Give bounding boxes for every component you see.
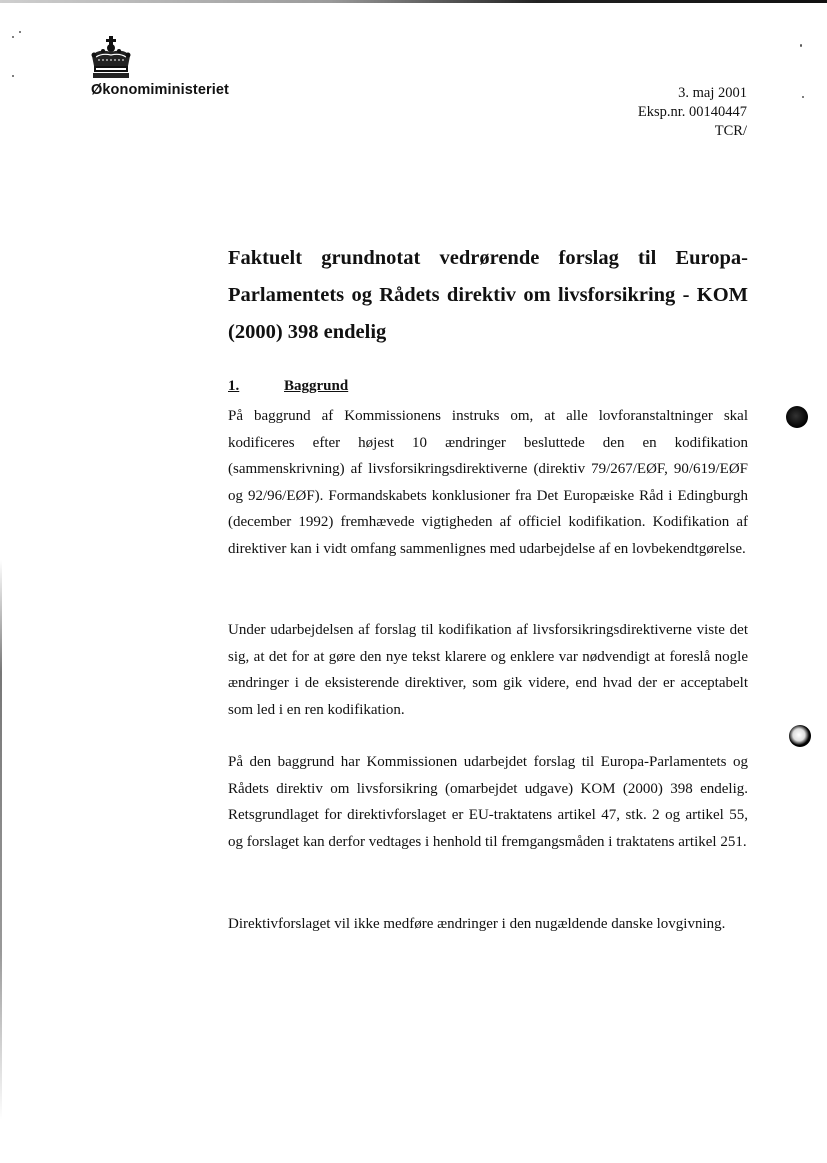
document-title: Faktuelt grundnotat vedrørende forslag til Europa-Parlamentets og Rådets direktiv om livsforsikring - KOM (2000) 398 endelig <box>228 247 748 343</box>
scan-speck <box>12 36 14 38</box>
section-heading <box>228 378 348 395</box>
scan-speck <box>802 96 804 98</box>
ministry-name: Økonomiministeriet <box>91 82 229 98</box>
punch-hole-icon <box>789 725 811 747</box>
body-paragraph: Under udarbejdelsen af forslag til kodifikation af livsforsikringsdirektiverne viste det sig, at det for at gøre den nye tekst klarere og enklere var nødvendigt at foreslå nogle ændringer i de eksisterende direktiver, som gik videre, end hvad der er acceptabelt som led i en ren kodifikation. <box>228 622 748 718</box>
body-paragraph: Direktivforslaget vil ikke medføre ændringer i den nugældende danske lovgivning. <box>228 916 726 932</box>
scan-speck <box>12 75 14 77</box>
scan-speck <box>19 31 21 33</box>
royal-crown-icon <box>88 36 134 80</box>
body-paragraph: På baggrund af Kommissionens instruks om, at alle lovforanstaltninger skal kodificeres efter højest 10 ændringer besluttede den en kodifikation (sammenskrivning) af livsforsikringsdirektiverne (direktiv 79/267/EØF, 90/619/EØF og 92/96/EØF). Formandskabets konklusioner fra Det Europæiske Råd i Edingburgh (december 1992) fremhævede vigtigheden af officiel kodifikation. Kodifikation af direktiver kan i vidt omfang sammenlignes med udarbejdelse af en lovbekendtgørelse. <box>228 408 748 557</box>
case-number: Eksp.nr. 00140447 <box>637 104 747 120</box>
author-initials: TCR/ <box>714 123 747 139</box>
section-number: 1. <box>228 378 240 394</box>
body-paragraph: På den baggrund har Kommissionen udarbejdet forslag til Europa-Parlamentets og Rådets direktiv om livsforsikring (omarbejdet udgave) KOM (2000) 398 endelig. Retsgrundlaget for direktivforslaget er EU-traktatens artikel 47, stk. 2 og artikel 55, og forslaget kan derfor vedtages i henhold til fremgangsmåden i traktatens artikel 251. <box>228 754 748 850</box>
document-date: 3. maj 2001 <box>678 85 747 101</box>
punch-hole-icon <box>786 406 808 428</box>
section-title: Baggrund <box>284 378 349 394</box>
scan-edge-top <box>0 0 827 3</box>
document-meta <box>638 84 747 141</box>
scan-edge-left <box>0 560 2 1120</box>
scan-speck <box>800 44 802 47</box>
